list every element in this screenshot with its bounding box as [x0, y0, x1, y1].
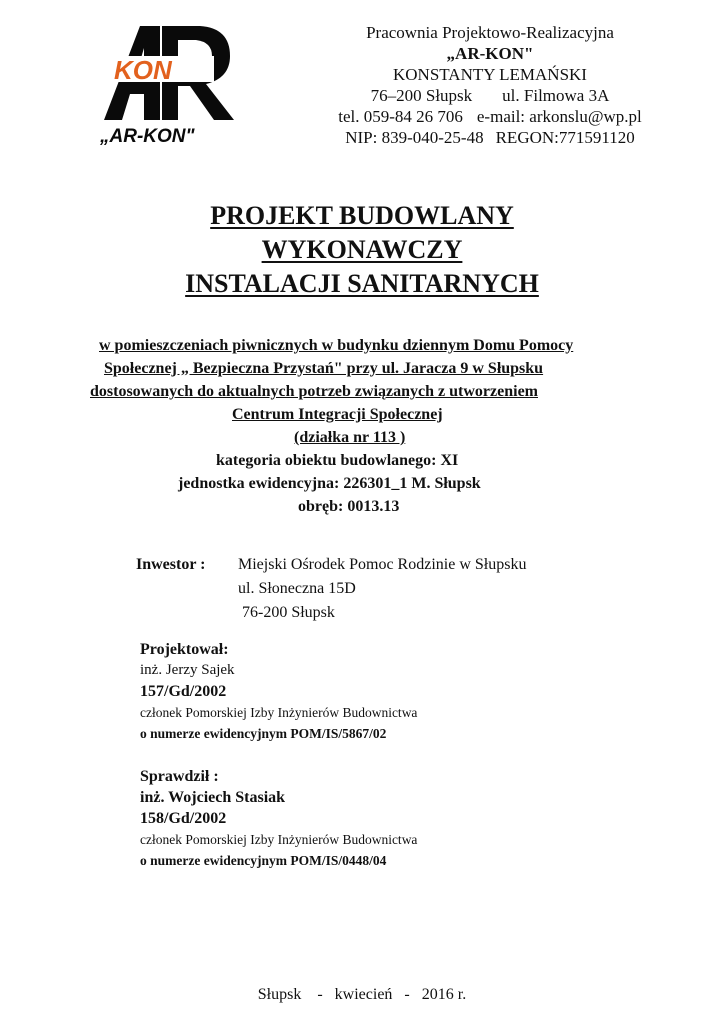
- company-city: 76–200 Słupsk: [370, 86, 473, 105]
- title-line-1: PROJEKT BUDOWLANY: [210, 201, 514, 230]
- designer-heading: Projektował:: [140, 641, 229, 658]
- ar-kon-logo-icon: [96, 22, 246, 152]
- company-nip: NIP: 839-040-25-48: [345, 128, 484, 147]
- subject-line-3: dostosowanych do aktualnych potrzeb związanych z utworzeniem: [90, 383, 538, 400]
- company-registration: [290, 127, 690, 148]
- company-name: „AR-KON": [446, 44, 534, 63]
- designer-membership: członek Pomorskiej Izby Inżynierów Budownictwa: [140, 705, 418, 720]
- subject-line-1: w pomieszczeniach piwnicznych w budynku dziennym Domu Pomocy: [99, 337, 574, 354]
- title-line-2: WYKONAWCZY: [261, 235, 463, 264]
- company-phone: tel. 059-84 26 706: [338, 107, 463, 126]
- building-category: kategoria obiektu budowlanego: XI: [216, 452, 459, 469]
- subject-line-4: Centrum Integracji Społecznej: [232, 406, 443, 423]
- investor-city: 76-200 Słupsk: [238, 604, 335, 621]
- company-header: [290, 22, 690, 148]
- investor-name: Miejski Ośrodek Pomoc Rodzinie w Słupsku: [238, 556, 527, 573]
- logo-caption: „AR-KON": [100, 126, 195, 147]
- designer-registry: o numerze ewidencyjnym POM/IS/5867/02: [140, 726, 387, 741]
- company-type: Pracownia Projektowo-Realizacyjna: [366, 23, 614, 42]
- checker-block: [140, 766, 417, 871]
- checker-license: 158/Gd/2002: [140, 810, 227, 827]
- title-line-3: INSTALACJI SANITARNYCH: [185, 269, 539, 298]
- checker-name: inż. Wojciech Stasiak: [140, 789, 286, 806]
- precinct: obręb: 0013.13: [298, 498, 400, 515]
- company-regon: REGON:771591120: [495, 128, 635, 147]
- logo-banner-text: KON: [114, 55, 172, 85]
- checker-heading: Sprawdził :: [140, 768, 219, 785]
- subject-line-2: Społecznej „ Bezpieczna Przystań" przy ul. Jaracza 9 w Słupsku: [104, 360, 544, 377]
- investor-label: Inwestor :: [136, 556, 206, 573]
- company-email: e-mail: arkonslu@wp.pl: [476, 107, 642, 126]
- company-address: [290, 85, 690, 106]
- checker-registry: o numerze ewidencyjnym POM/IS/0448/04: [140, 853, 387, 868]
- registry-unit: jednostka ewidencyjna: 226301_1 M. Słupsk: [178, 475, 481, 492]
- designer-name: inż. Jerzy Sajek: [140, 662, 235, 678]
- company-contact: [290, 106, 690, 127]
- plot-number: (działka nr 113 ): [294, 429, 406, 446]
- company-logo: [96, 22, 246, 152]
- place-date-footer: Słupsk - kwiecień - 2016 r.: [257, 986, 467, 1003]
- checker-membership: członek Pomorskiej Izby Inżynierów Budownictwa: [140, 832, 418, 847]
- designer-license: 157/Gd/2002: [140, 683, 227, 700]
- investor-street: ul. Słoneczna 15D: [238, 580, 356, 597]
- company-street: ul. Filmowa 3A: [502, 86, 610, 105]
- company-owner: KONSTANTY LEMAŃSKI: [393, 65, 587, 84]
- designer-block: [140, 639, 417, 744]
- document-title: [0, 199, 724, 301]
